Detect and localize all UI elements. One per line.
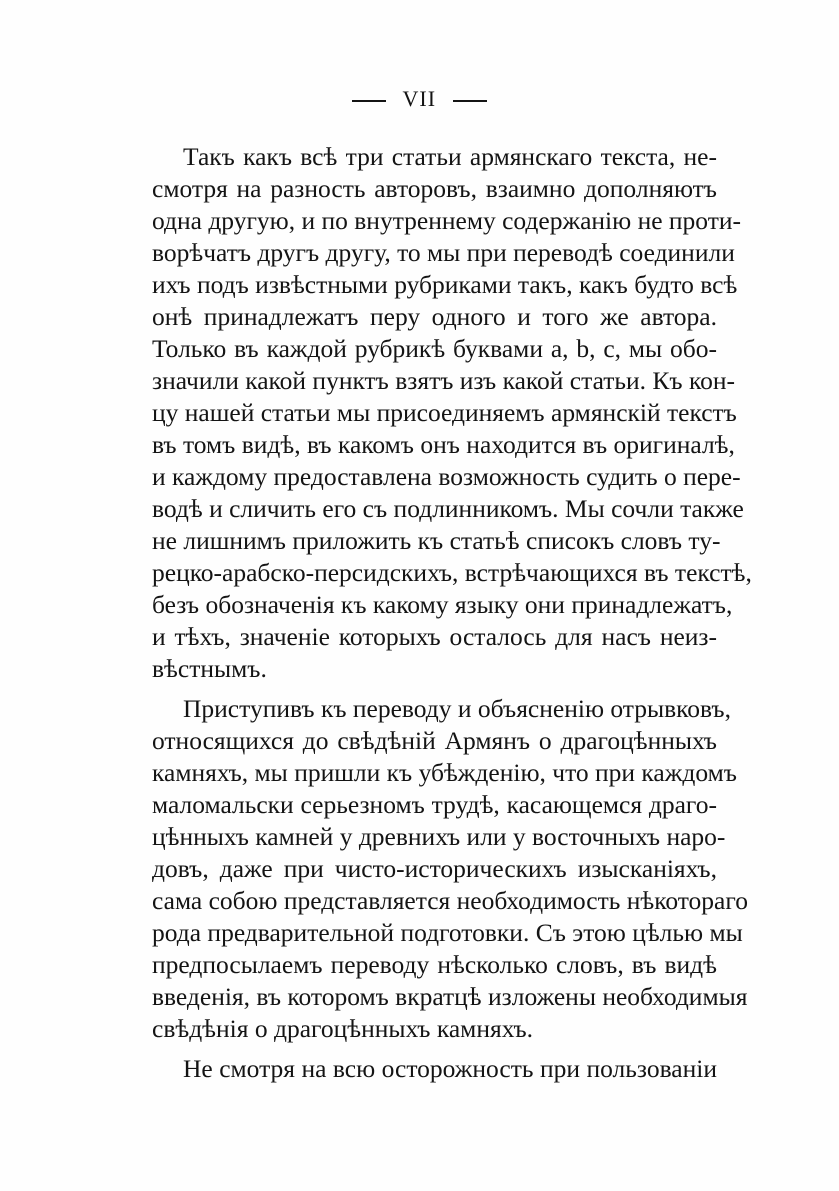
paragraph-1-line: и каждому предоставлена возможность судить о пере- <box>152 462 741 491</box>
header-left-dash <box>352 100 386 102</box>
paragraph-1-line: ихъ подъ извѣстными рубриками такъ, какъ будто всѣ <box>152 270 738 299</box>
paragraph-1-line: водѣ и сличить его съ подлинникомъ. Мы сочли также <box>152 494 744 523</box>
paragraph-1-line: вѣстнымъ. <box>152 654 267 683</box>
paragraph-2-line: Приступивъ къ переводу и объясненію отрывковъ, <box>183 694 731 723</box>
paragraph-1-line: Такъ какъ всѣ три статьи армянскаго текста, не- <box>183 142 717 171</box>
paragraph-3-line: Не смотря на всю осторожность при пользованіи <box>183 1054 717 1083</box>
header-right-dash <box>453 100 487 102</box>
paragraph-1-line: ворѣчатъ другъ другу, то мы при переводѣ соединили <box>152 238 735 267</box>
paragraph-1-line: и тѣхъ, значеніе которыхъ осталось для насъ неиз- <box>152 622 717 651</box>
paragraph-2-line: введенія, въ которомъ вкратцѣ изложены необходимыя <box>152 982 748 1011</box>
page-number: VII <box>402 86 437 111</box>
paragraph-2-line: свѣдѣнія о драгоцѣнныхъ камняхъ. <box>152 1014 534 1043</box>
paragraph-2-line: цѣнныхъ камней у древнихъ или у восточныхъ наро- <box>152 822 726 851</box>
paragraph-1-line: не лишнимъ приложить къ статьѣ списокъ словъ ту- <box>152 526 721 555</box>
paragraph-2-line: сама собою представляется необходимость нѣкотораго <box>152 886 748 915</box>
paragraph-2-line: рода предварительной подготовки. Съ этою цѣлью мы <box>152 918 743 947</box>
paragraph-1-line: смотря на разность авторовъ, взаимно дополняютъ <box>152 174 717 203</box>
paragraph-1-line: онѣ принадлежатъ перу одного и того же автора. <box>152 302 717 331</box>
paragraph-2-line: довъ, даже при чисто-историческихъ изысканіяхъ, <box>152 854 717 883</box>
paragraph-1-line: значили какой пунктъ взятъ изъ какой статьи. Къ кон- <box>152 366 735 395</box>
paragraph-1-line: одна другую, и по внутреннему содержанію не проти- <box>152 206 742 235</box>
paragraph-2-line: относящихся до свѣдѣній Армянъ о драгоцѣнныхъ <box>152 726 717 755</box>
paragraph-1-line: въ томъ видѣ, въ какомъ онъ находится въ оригиналѣ, <box>152 430 735 459</box>
paragraph-1-line: безъ обозначенія къ какому языку они принадлежатъ, <box>152 590 733 619</box>
running-header <box>0 86 839 112</box>
paragraph-1-line: Только въ каждой рубрикѣ буквами a, b, c, мы обо- <box>152 334 717 363</box>
paragraph-2-line: камняхъ, мы пришли къ убѣжденію, что при каждомъ <box>152 758 737 787</box>
paragraph-1-line: рецко-арабско-персидскихъ, встрѣчающихся въ текстѣ, <box>152 558 752 587</box>
paragraph-2-line: маломальски серьезномъ трудѣ, касающемся драго- <box>152 790 717 819</box>
paragraph-2-line: предпосылаемъ переводу нѣсколько словъ, въ видѣ <box>152 950 717 979</box>
paragraph-1-line: цу нашей статьи мы присоединяемъ армянскій текстъ <box>152 398 737 427</box>
